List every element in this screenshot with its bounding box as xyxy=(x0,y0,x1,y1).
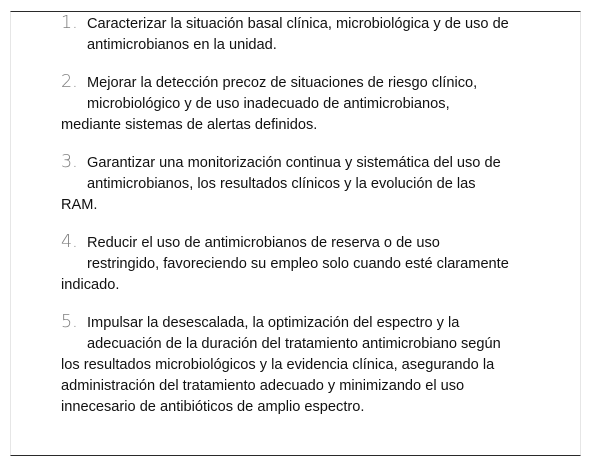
list-item xyxy=(61,72,561,136)
item-number: 5. xyxy=(61,312,78,332)
item-number: 4. xyxy=(61,232,78,252)
item-line: restringido, favoreciendo su empleo solo cuando esté claramente xyxy=(87,256,509,272)
list-item xyxy=(61,152,561,216)
item-line: microbiológico y de uso inadecuado de antimicrobianos, xyxy=(87,96,450,112)
item-line: antimicrobianos en la unidad. xyxy=(87,37,277,53)
item-line: innecesario de antibióticos de amplio espectro. xyxy=(61,399,365,415)
item-line: Caracterizar la situación basal clínica, microbiológica y de uso de xyxy=(87,16,509,32)
item-number: 3. xyxy=(61,152,78,172)
item-line: antimicrobianos, los resultados clínicos y la evolución de las xyxy=(87,176,476,192)
item-number: 2. xyxy=(61,72,78,92)
item-line: Reducir el uso de antimicrobianos de reserva o de uso xyxy=(87,235,440,251)
item-number: 1. xyxy=(61,13,78,33)
item-line: RAM. xyxy=(61,197,98,213)
item-line: adecuación de la duración del tratamiento antimicrobiano según xyxy=(87,336,501,352)
list-item xyxy=(61,232,561,296)
item-line: Garantizar una monitorización continua y sistemática del uso de xyxy=(87,155,501,171)
item-line: administración del tratamiento adecuado y minimizando el uso xyxy=(61,378,465,394)
item-line: los resultados microbiológicos y la evidencia clínica, asegurando la xyxy=(61,357,495,373)
item-line: Impulsar la desescalada, la optimización del espectro y la xyxy=(87,315,460,331)
objectives-list xyxy=(61,13,561,434)
list-item xyxy=(61,312,561,418)
item-line: indicado. xyxy=(61,277,120,293)
item-line: Mejorar la detección precoz de situaciones de riesgo clínico, xyxy=(87,75,478,91)
list-item xyxy=(61,13,561,56)
item-line: mediante sistemas de alertas definidos. xyxy=(61,117,318,133)
